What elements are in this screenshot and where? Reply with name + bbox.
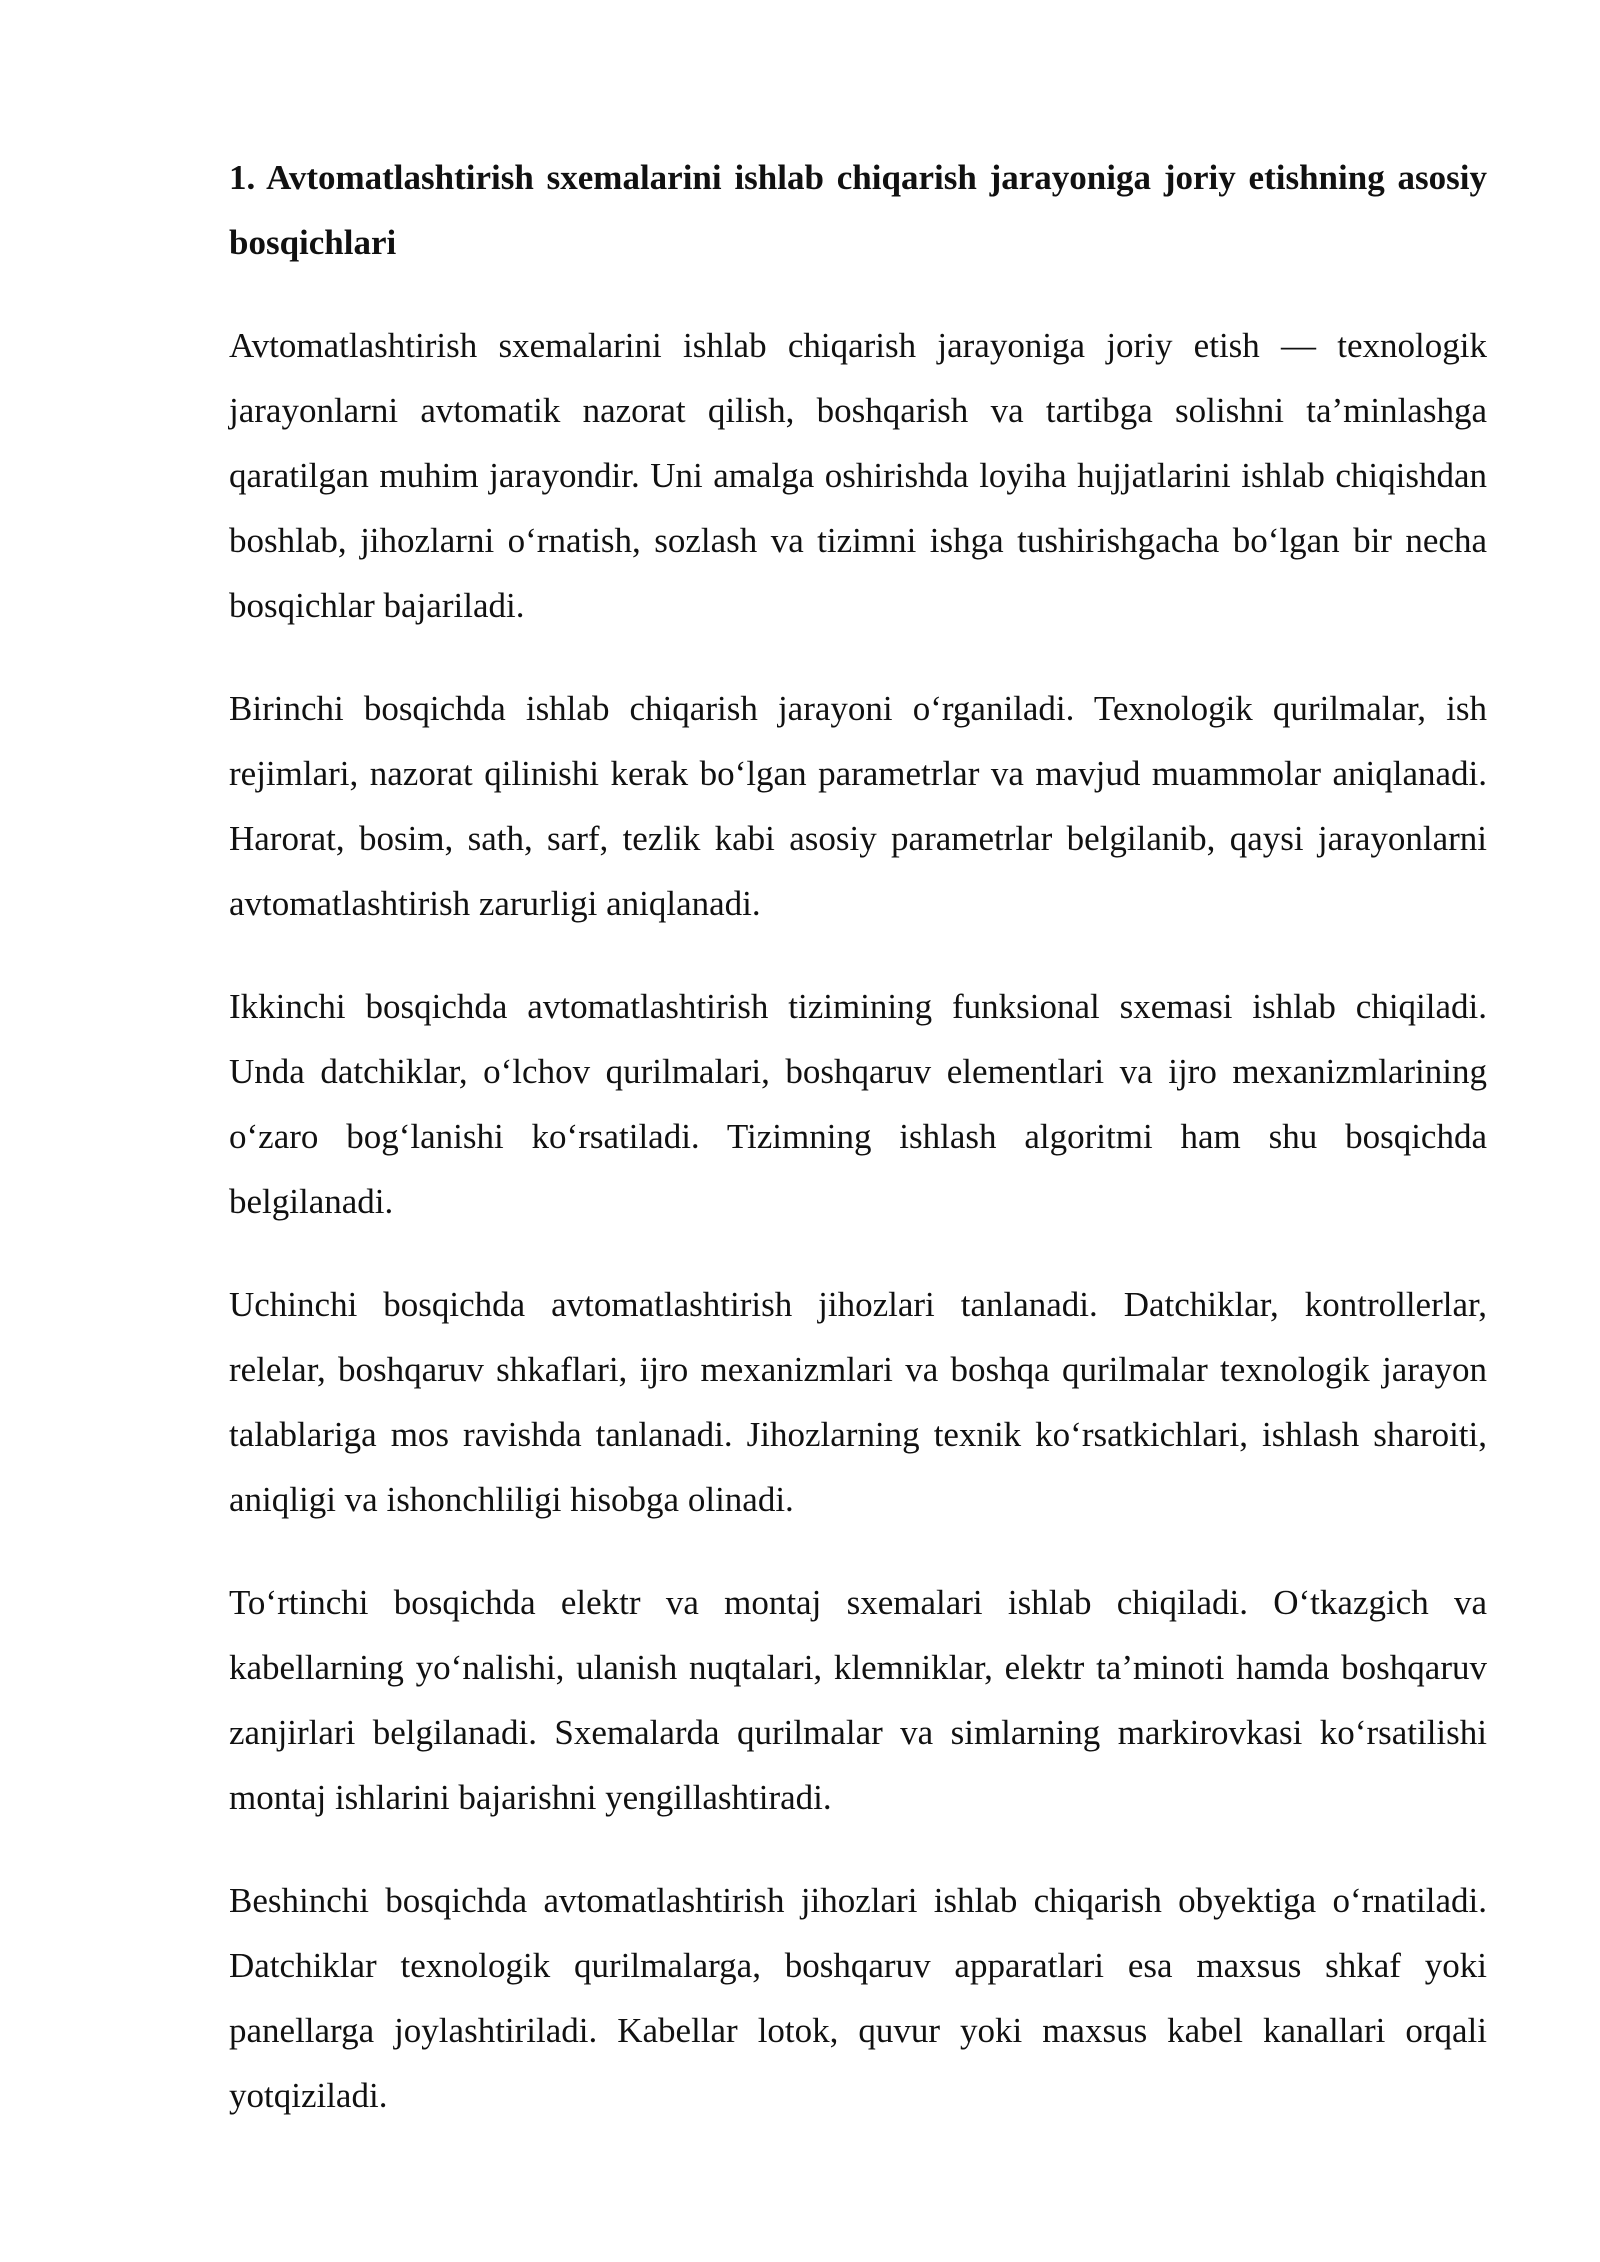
paragraph-stage-3: Uchinchi bosqichda avtomatlashtirish jihozlari tanlanadi. Datchiklar, kontrollerlar, relelar, boshqaruv shkaflari, ijro mexanizmlari va boshqa qurilmalar texnologik jarayon talablariga mos ravishda tanlanadi. Jihozlarning texnik ko‘rsatkichlari, ishlash sharoiti, aniqligi va ishonchliligi hisobga olinadi. — [229, 1285, 1487, 1519]
section-heading: 1. Avtomatlashtirish sxemalarini ishlab chiqarish jarayoniga joriy etishning asosiy bosqichlari — [229, 158, 1487, 262]
document-page — [229, 145, 1487, 2166]
paragraph-stage-1: Birinchi bosqichda ishlab chiqarish jarayoni o‘rganiladi. Texnologik qurilmalar, ish rejimlari, nazorat qilinishi kerak bo‘lgan parametrlar va mavjud muammolar aniqlanadi. Harorat, bosim, sath, sarf, tezlik kabi asosiy parametrlar belgilanib, qaysi jarayonlarni avtomatlashtirish zarurligi aniqlanadi. — [229, 689, 1487, 923]
paragraph-intro: Avtomatlashtirish sxemalarini ishlab chiqarish jarayoniga joriy etish — texnologik jarayonlarni avtomatik nazorat qilish, boshqarish va tartibga solishni ta’minlashga qaratilgan muhim jarayondir. Uni amalga oshirishda loyiha hujjatlarini ishlab chiqishdan boshlab, jihozlarni o‘rnatish, sozlash va tizimni ishga tushirishgacha bo‘lgan bir necha bosqichlar bajariladi. — [229, 326, 1487, 625]
paragraph-stage-2: Ikkinchi bosqichda avtomatlashtirish tizimining funksional sxemasi ishlab chiqiladi. Unda datchiklar, o‘lchov qurilmalari, boshqaruv elementlari va ijro mexanizmlarining o‘zaro bog‘lanishi ko‘rsatiladi. Tizimning ishlash algoritmi ham shu bosqichda belgilanadi. — [229, 987, 1487, 1221]
paragraph-stage-4: To‘rtinchi bosqichda elektr va montaj sxemalari ishlab chiqiladi. O‘tkazgich va kabellarning yo‘nalishi, ulanish nuqtalari, klemniklar, elektr ta’minoti hamda boshqaruv zanjirlari belgilanadi. Sxemalarda qurilmalar va simlarning markirovkasi ko‘rsatilishi montaj ishlarini bajarishni yengillashtiradi. — [229, 1583, 1487, 1817]
paragraph-stage-5: Beshinchi bosqichda avtomatlashtirish jihozlari ishlab chiqarish obyektiga o‘rnatiladi. Datchiklar texnologik qurilmalarga, boshqaruv apparatlari esa maxsus shkaf yoki panellarga joylashtiriladi. Kabellar lotok, quvur yoki maxsus kabel kanallari orqali yotqiziladi. — [229, 1881, 1487, 2115]
